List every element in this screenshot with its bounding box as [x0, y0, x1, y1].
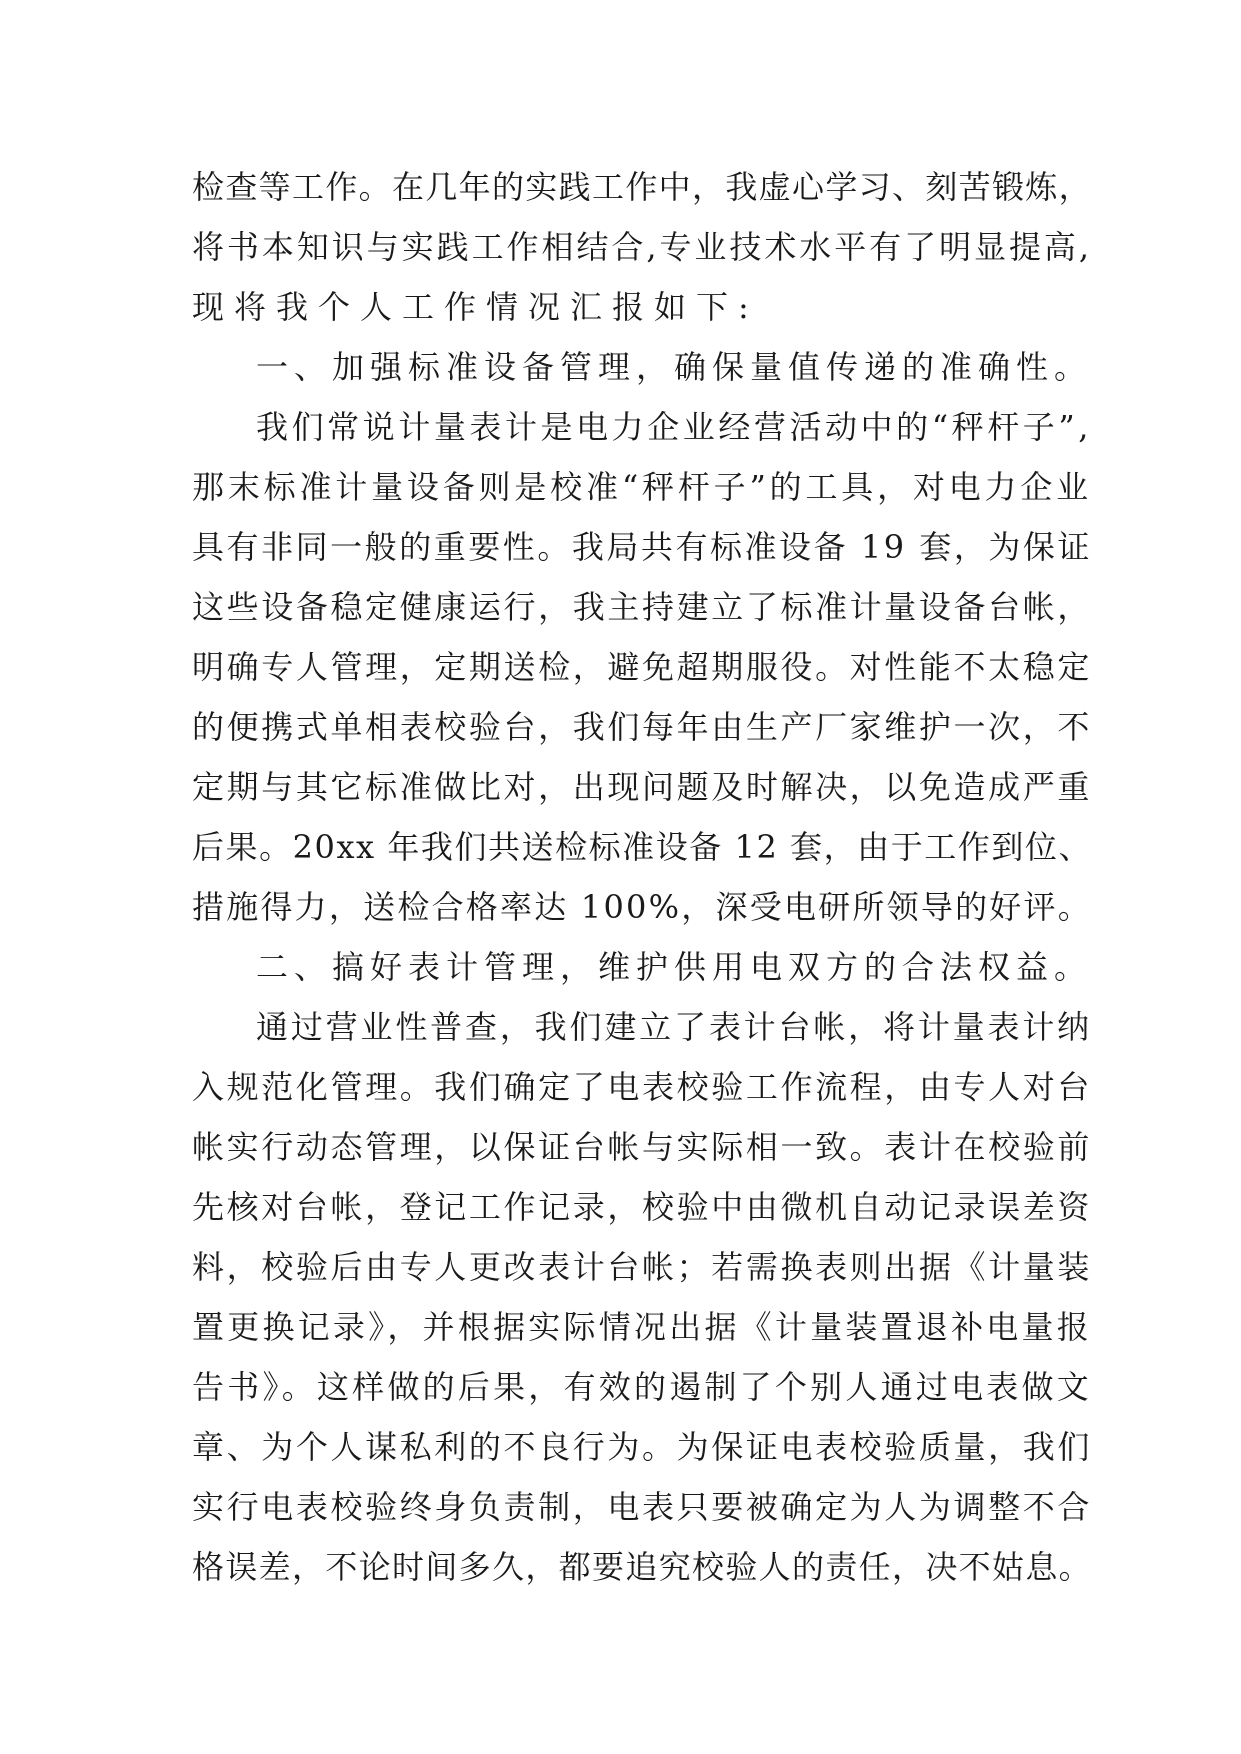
paragraph-first-line: 一、加强标准设备管理，确保量值传递的准确性。 [256, 348, 1092, 386]
text-line: 措施得力，送检合格率达 100%，深受电研所领导的好评。 [192, 888, 1092, 926]
paragraph-first-line: 二、搞好表计管理，维护供用电双方的合法权益。 [256, 948, 1092, 986]
text-line: 实行电表校验终身负责制，电表只要被确定为人为调整不合 [192, 1488, 1092, 1526]
text-line: 告书》。这样做的后果，有效的遏制了个别人通过电表做文 [192, 1368, 1092, 1406]
paragraph-first-line: 我们常说计量表计是电力企业经营活动中的“秤杆子”, [256, 408, 1092, 446]
text-line: 这些设备稳定健康运行，我主持建立了标准计量设备台帐， [192, 588, 1092, 626]
paragraph-first-line: 通过营业性普查，我们建立了表计台帐，将计量表计纳 [256, 1008, 1092, 1046]
text-line: 明确专人管理，定期送检，避免超期服役。对性能不太稳定 [192, 648, 1092, 686]
text-line: 现将我个人工作情况汇报如下: [192, 288, 759, 326]
text-line: 料，校验后由专人更改表计台帐；若需换表则出据《计量装 [192, 1248, 1092, 1286]
text-line: 的便携式单相表校验台，我们每年由生产厂家维护一次，不 [192, 708, 1092, 746]
text-line: 格误差，不论时间多久，都要追究校验人的责任，决不姑息。 [192, 1548, 1092, 1586]
text-line: 检查等工作。在几年的实践工作中，我虚心学习、刻苦锻炼， [192, 168, 1092, 206]
text-line: 入规范化管理。我们确定了电表校验工作流程，由专人对台 [192, 1068, 1092, 1106]
text-line: 后果。20xx 年我们共送检标准设备 12 套，由于工作到位、 [192, 828, 1092, 866]
text-line: 那末标准计量设备则是校准“秤杆子”的工具，对电力企业 [192, 468, 1092, 506]
text-line: 置更换记录》，并根据实际情况出据《计量装置退补电量报 [192, 1308, 1092, 1346]
text-line: 帐实行动态管理，以保证台帐与实际相一致。表计在校验前 [192, 1128, 1092, 1166]
body-text [192, 157, 1092, 1597]
text-line: 章、为个人谋私利的不良行为。为保证电表校验质量，我们 [192, 1428, 1092, 1466]
text-line: 具有非同一般的重要性。我局共有标准设备 19 套，为保证 [192, 528, 1092, 566]
text-line: 定期与其它标准做比对，出现问题及时解决，以免造成严重 [192, 768, 1092, 806]
text-line: 先核对台帐，登记工作记录，校验中由微机自动记录误差资 [192, 1188, 1092, 1226]
text-line: 将书本知识与实践工作相结合,专业技术水平有了明显提高, [192, 228, 1092, 266]
